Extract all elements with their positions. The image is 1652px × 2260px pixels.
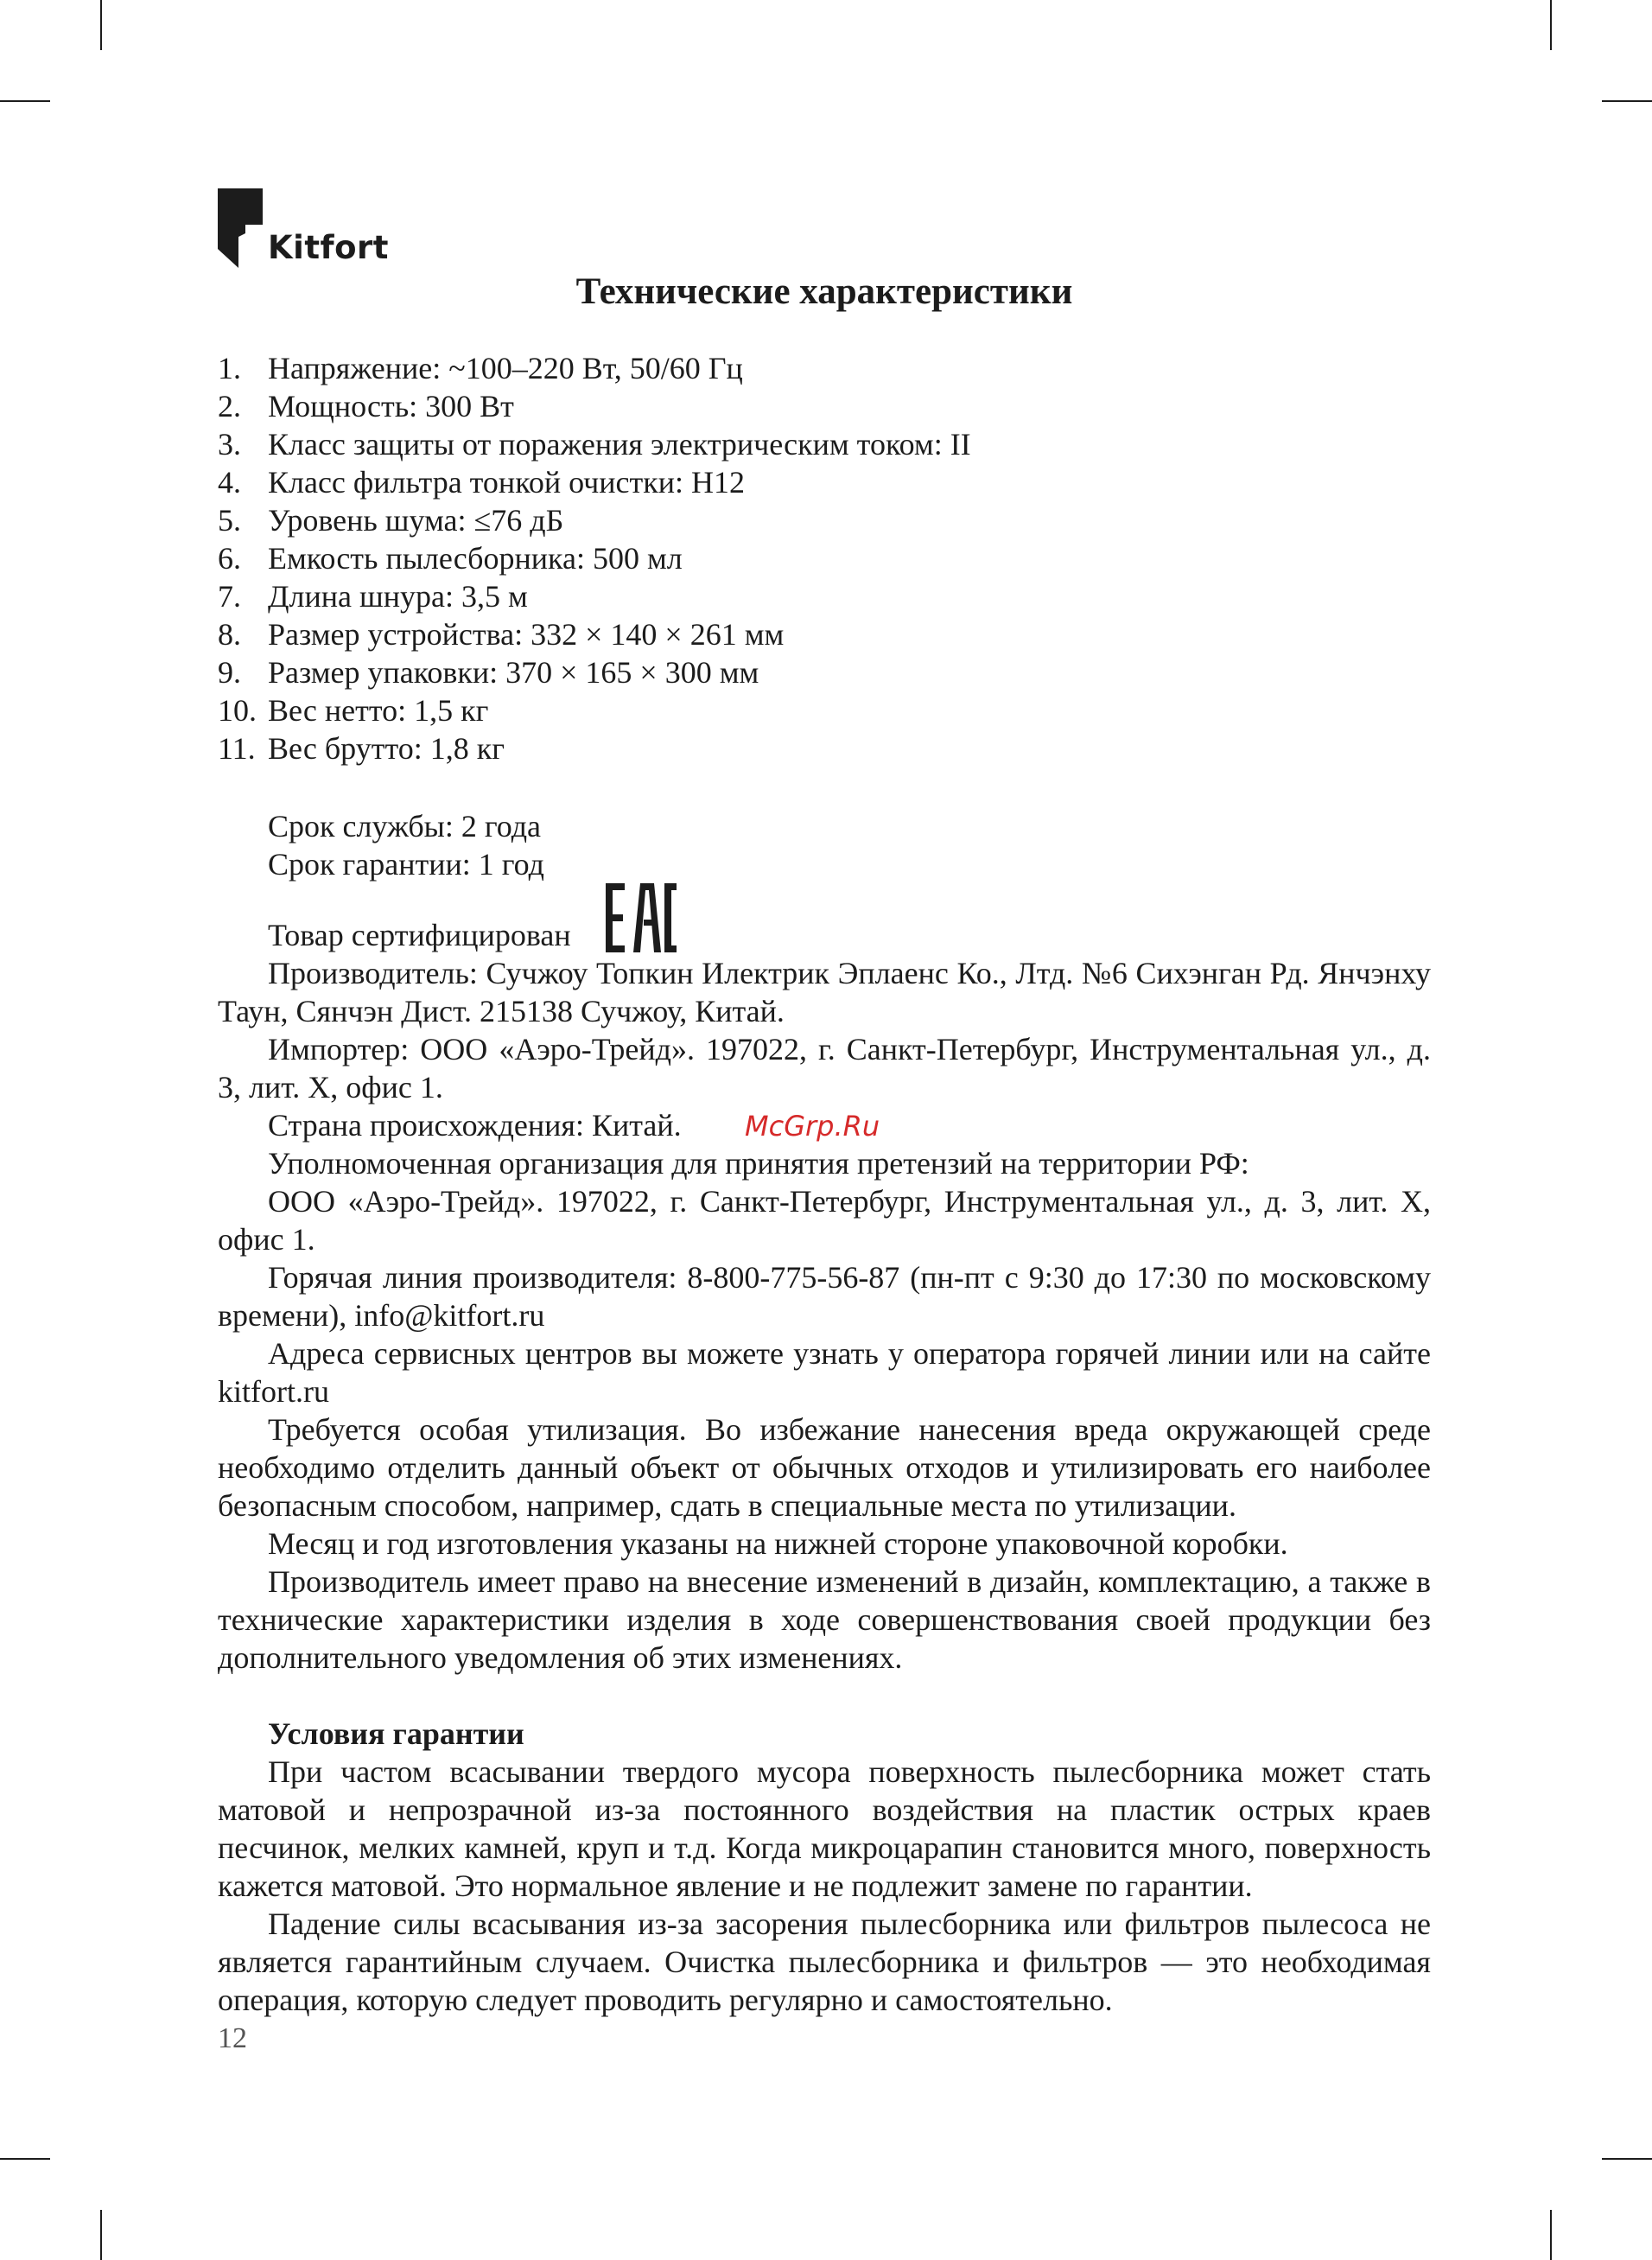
spec-item bbox=[218, 539, 1431, 577]
crop-mark-right-bottom bbox=[1602, 2158, 1652, 2160]
spec-number: 7. bbox=[218, 579, 241, 614]
certified-text: Товар сертифицирован bbox=[268, 918, 571, 952]
spec-item bbox=[218, 691, 1431, 729]
warranty-period: Срок гарантии: 1 год bbox=[268, 847, 544, 882]
spec-text: Размер упаковки: 370 × 165 × 300 мм bbox=[268, 655, 759, 690]
changes-paragraph: Производитель имеет право на внесение изменений в дизайн, комплектацию, а также в технические характеристики изделия в ходе совершенствования своей продукции без дополнительного уведомления об этих изменениях. bbox=[218, 1564, 1431, 1675]
spec-item bbox=[218, 577, 1431, 615]
spec-item bbox=[218, 501, 1431, 539]
spec-number: 2. bbox=[218, 389, 241, 423]
spec-text: Напряжение: ~100–220 Вт, 50/60 Гц bbox=[268, 351, 743, 385]
eac-certification-icon bbox=[606, 883, 677, 952]
spec-text: Класс фильтра тонкой очистки: H12 bbox=[268, 465, 746, 500]
crop-mark-bottom-left bbox=[100, 2210, 102, 2260]
kitfort-logo-icon bbox=[218, 188, 263, 268]
crop-mark-left-top bbox=[0, 100, 50, 102]
page-title: Технические характеристики bbox=[575, 271, 1073, 312]
spec-item bbox=[218, 729, 1431, 767]
crop-mark-top-left bbox=[100, 0, 102, 50]
info-block bbox=[218, 807, 1431, 2019]
spec-number: 9. bbox=[218, 655, 241, 690]
manufacture-date-paragraph: Месяц и год изготовления указаны на нижней стороне упаковочной коробки. bbox=[268, 1526, 1288, 1561]
page-number: 12 bbox=[218, 2022, 247, 2054]
crop-mark-left-bottom bbox=[0, 2158, 50, 2160]
crop-mark-bottom-right bbox=[1550, 2210, 1552, 2260]
spec-text: Уровень шума: ≤76 дБ bbox=[268, 503, 564, 538]
hotline-paragraph: Горячая линия производителя: 8-800-775-56-87 (пн-пт с 9:30 до 17:30 по московскому времени), info@kitfort.ru bbox=[218, 1260, 1431, 1333]
spec-item bbox=[218, 387, 1431, 425]
service-life: Срок службы: 2 года bbox=[268, 809, 542, 844]
spec-number: 10. bbox=[218, 693, 257, 728]
spec-item bbox=[218, 349, 1431, 387]
spec-text: Длина шнура: 3,5 м bbox=[268, 579, 528, 614]
spec-text: Емкость пылесборника: 500 мл bbox=[268, 541, 683, 576]
authorized-org-address-paragraph: ООО «Аэро-Трейд». 197022, г. Санкт-Петербург, Инструментальная ул., д. 3, лит. Х, офис 1. bbox=[218, 1184, 1431, 1257]
spec-text: Класс защиты от поражения электрическим током: II bbox=[268, 427, 971, 462]
crop-mark-top-right bbox=[1550, 0, 1552, 50]
manufacturer-paragraph: Производитель: Сучжоу Топкин Илектрик Эплаенс Ко., Лтд. №6 Сихэнган Рд. Янчэнху Таун, Сянчэн Дист. 215138 Сучжоу, Китай. bbox=[218, 956, 1431, 1028]
spec-number: 6. bbox=[218, 541, 241, 576]
spec-number: 1. bbox=[218, 351, 241, 385]
crop-mark-right-top bbox=[1602, 100, 1652, 102]
warranty-paragraph: Падение силы всасывания из-за засорения пылесборника или фильтров пылесоса не является гарантийным случаем. Очистка пылесборника и фильтров — это необходимая операция, которую следует проводить регулярно и самостоятельно. bbox=[218, 1907, 1431, 2017]
origin-paragraph: Страна происхождения: Китай. bbox=[268, 1108, 682, 1143]
spec-item bbox=[218, 615, 1431, 653]
spec-item bbox=[218, 653, 1431, 691]
spec-text: Вес нетто: 1,5 кг bbox=[268, 693, 489, 728]
spec-text: Размер устройства: 332 × 140 × 261 мм bbox=[268, 617, 785, 652]
spec-item bbox=[218, 463, 1431, 501]
importer-paragraph: Импортер: ООО «Аэро-Трейд». 197022, г. Санкт-Петербург, Инструментальная ул., д. 3, лит. Х, офис 1. bbox=[218, 1032, 1431, 1105]
watermark: McGrp.Ru bbox=[745, 1110, 880, 1143]
spec-number: 5. bbox=[218, 503, 241, 538]
spec-number: 11. bbox=[218, 731, 256, 766]
brand-logo bbox=[218, 188, 391, 271]
brand-name: Kitfort bbox=[268, 229, 389, 266]
disposal-paragraph: Требуется особая утилизация. Во избежание нанесения вреда окружающей среде необходимо отделить данный объект от обычных отходов и утилизировать его наиболее безопасным способом, например, сдать в специальные места по утилизации. bbox=[218, 1412, 1431, 1523]
authorized-org-paragraph: Уполномоченная организация для принятия претензий на территории РФ: bbox=[268, 1146, 1249, 1181]
spec-text: Вес брутто: 1,8 кг bbox=[268, 731, 505, 766]
warranty-paragraph: При частом всасывании твердого мусора поверхность пылесборника может стать матовой и непрозрачной из-за постоянного воздействия на пластик острых краев песчинок, мелких камней, круп и т.д. Когда микроцарапин становится много, поверхность кажется матовой. Это нормальное явление и не подлежит замене по гарантии. bbox=[218, 1754, 1431, 1903]
spec-item bbox=[218, 425, 1431, 463]
spec-number: 8. bbox=[218, 617, 241, 652]
spec-number: 4. bbox=[218, 465, 241, 500]
certification-row bbox=[218, 883, 1431, 954]
spec-list bbox=[218, 349, 1431, 767]
spec-number: 3. bbox=[218, 427, 241, 462]
service-centers-paragraph: Адреса сервисных центров вы можете узнать у оператора горячей линии или на сайте kitfort.ru bbox=[218, 1336, 1431, 1409]
warranty-heading: Условия гарантии bbox=[268, 1716, 524, 1751]
spec-text: Мощность: 300 Вт bbox=[268, 389, 514, 423]
